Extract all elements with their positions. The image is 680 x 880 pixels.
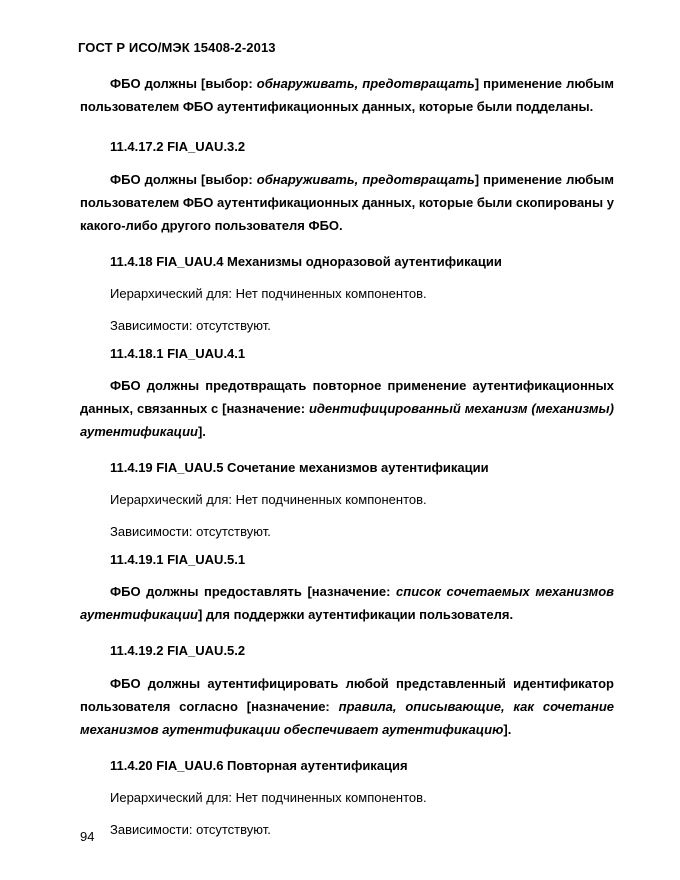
paragraph-uau-3-2 — [80, 168, 614, 237]
paragraph-text: ] применение любым пользователем ФБО аутентификационных данных, которые были скопированы у какого-либо другого пользователя ФБО. — [80, 172, 615, 233]
section-heading-11-4-20: 11.4.20 FIA_UAU.6 Повторная аутентификация — [110, 758, 408, 773]
paragraph-text: ]. — [503, 722, 512, 737]
paragraph-text: ФБО должны [выбор: — [110, 76, 257, 91]
section-heading-11-4-19-2: 11.4.19.2 FIA_UAU.5.2 — [110, 643, 246, 658]
paragraph-italic: правила, описывающие, как сочетание механизмов аутентификации обеспечивает аутентификацию — [80, 699, 614, 737]
paragraph-text: ФБО должны предотвращать повторное применение аутентификационных данных, связанных с [назначение: — [80, 378, 614, 416]
paragraph-uau-5-1 — [80, 580, 614, 626]
paragraph-uau-5-2 — [80, 672, 614, 741]
hierarchy-text: Иерархический для: Нет подчиненных компонентов. — [110, 790, 427, 805]
paragraph-text: ] для поддержки аутентификации пользователя. — [197, 607, 514, 622]
dependencies-text: Зависимости: отсутствуют. — [110, 318, 271, 333]
paragraph-italic: обнаруживать, предотвращать — [256, 76, 475, 91]
section-heading-11-4-19-1: 11.4.19.1 FIA_UAU.5.1 — [110, 552, 246, 567]
page-header: ГОСТ Р ИСО/МЭК 15408-2-2013 — [78, 40, 276, 55]
page-content — [80, 72, 614, 839]
paragraph-italic: список сочетаемых механизмов аутентификации — [80, 584, 614, 622]
hierarchy-text: Иерархический для: Нет подчиненных компонентов. — [110, 492, 427, 507]
paragraph-text: ] применение любым пользователем ФБО аутентификационных данных, которые были подделаны. — [80, 76, 615, 114]
section-heading-11-4-18: 11.4.18 FIA_UAU.4 Механизмы одноразовой аутентификации — [110, 254, 502, 269]
paragraph-text: ]. — [197, 424, 206, 439]
paragraph-text: ФБО должны предоставлять [назначение: — [110, 584, 397, 599]
paragraph-uau-3-1 — [80, 72, 614, 118]
paragraph-italic: обнаруживать, предотвращать — [256, 172, 475, 187]
hierarchy-text: Иерархический для: Нет подчиненных компонентов. — [110, 286, 427, 301]
paragraph-text: ФБО должны аутентифицировать любой представленный идентификатор пользователя согласно [назначение: — [80, 676, 614, 714]
paragraph-uau-4-1 — [80, 374, 614, 443]
dependencies-text: Зависимости: отсутствуют. — [110, 822, 271, 837]
paragraph-text: ФБО должны [выбор: — [110, 172, 257, 187]
section-heading-11-4-19: 11.4.19 FIA_UAU.5 Сочетание механизмов аутентификации — [110, 460, 489, 475]
section-heading-11-4-18-1: 11.4.18.1 FIA_UAU.4.1 — [110, 346, 246, 361]
dependencies-text: Зависимости: отсутствуют. — [110, 524, 271, 539]
page-number: 94 — [80, 829, 95, 844]
section-heading-11-4-17-2: 11.4.17.2 FIA_UAU.3.2 — [110, 139, 246, 154]
paragraph-italic: идентифицированный механизм (механизмы) аутентификации — [80, 401, 614, 439]
